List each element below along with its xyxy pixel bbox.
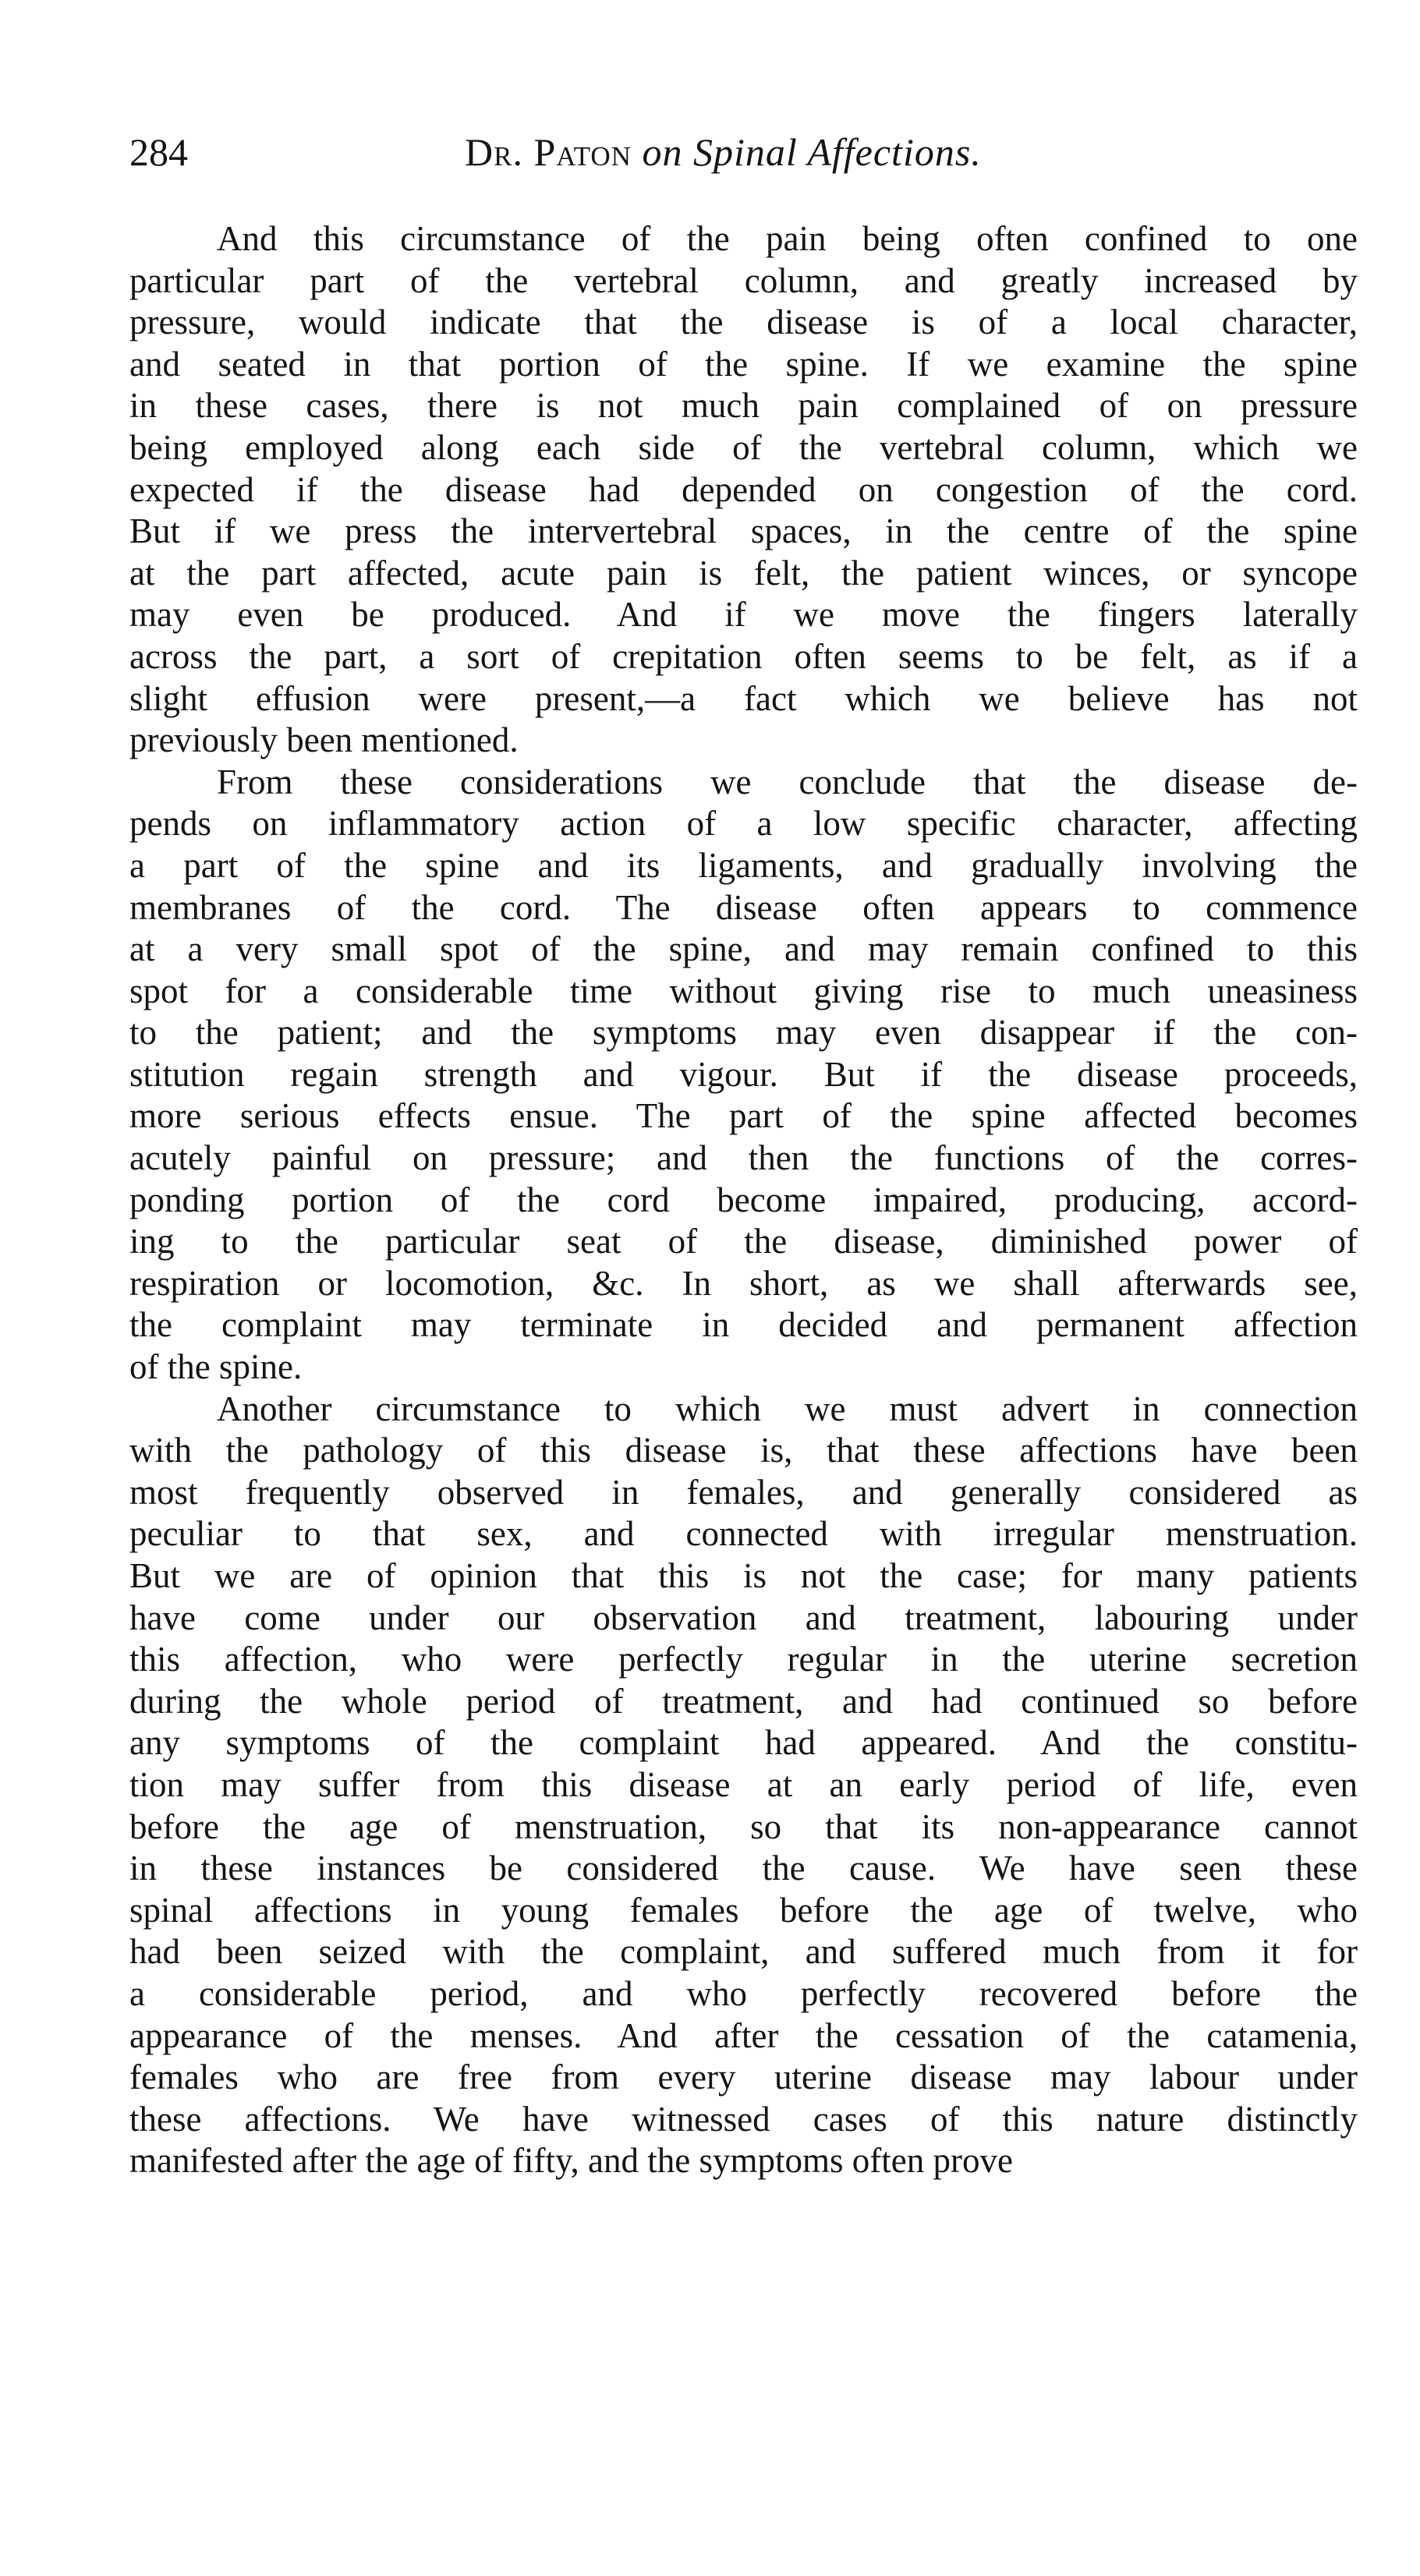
text-line: across the part, a sort of crepitation often seems to be felt, as if a <box>129 636 1358 676</box>
text-line: and seated in that portion of the spine. If we examine the spine <box>129 344 1358 384</box>
text-line: Another circumstance to which we must advert in connection <box>217 1389 1358 1428</box>
text-line: with the pathology of this disease is, that these affections have been <box>129 1431 1358 1470</box>
text-line: the complaint may terminate in decided and permanent affection <box>129 1305 1358 1345</box>
paragraph <box>129 762 1358 1389</box>
text-line: ponding portion of the cord become impaired, producing, accord- <box>129 1180 1358 1219</box>
text-line: at a very small spot of the spine, and may remain confined to this <box>129 929 1358 969</box>
text-line: females who are free from every uterine disease may labour under <box>129 2058 1358 2097</box>
text-line: pressure, would indicate that the disease is of a local character, <box>129 303 1358 342</box>
text-line: at the part affected, acute pain is felt, the patient winces, or syncope <box>129 553 1358 593</box>
text-line: have come under our observation and treatment, labouring under <box>129 1598 1358 1637</box>
text-line: tion may suffer from this disease at an early period of life, even <box>129 1764 1358 1804</box>
text-line: From these considerations we conclude that the disease de- <box>217 762 1358 801</box>
text-line: stitution regain strength and vigour. But if the disease proceeds, <box>129 1054 1358 1094</box>
paragraph <box>129 218 1358 762</box>
text-line: spinal affections in young females before the age of twelve, who <box>129 1890 1358 1930</box>
running-head-author: Dr. Paton <box>465 130 632 174</box>
text-line: But if we press the intervertebral spaces, in the centre of the spine <box>129 511 1358 551</box>
text-line: manifested after the age of fifty, and the symptoms often prove <box>129 2141 1013 2181</box>
running-head <box>465 129 982 175</box>
text-line: of the spine. <box>129 1347 303 1387</box>
running-head-connector: on <box>642 130 683 174</box>
text-line: in these instances be considered the cause. We have seen these <box>129 1849 1358 1888</box>
text-line: slight effusion were present,—a fact which we believe has not <box>129 678 1358 718</box>
text-line: respiration or locomotion, &c. In short, as we shall afterwards see, <box>129 1263 1358 1303</box>
text-line: most frequently observed in females, and generally considered as <box>129 1472 1358 1512</box>
running-head-subject: Spinal Affections. <box>692 130 982 174</box>
text-line: particular part of the vertebral column, and greatly increased by <box>129 260 1358 300</box>
text-line: a considerable period, and who perfectly recovered before the <box>129 1973 1358 2013</box>
body-text <box>129 218 1358 2182</box>
text-line: these affections. We have witnessed cases of this nature distinctly <box>129 2099 1358 2139</box>
text-line: had been seized with the complaint, and suffered much from it for <box>129 1932 1358 1972</box>
text-line: before the age of menstruation, so that its non-appearance cannot <box>129 1806 1358 1846</box>
text-line: to the patient; and the symptoms may even disappear if the con- <box>129 1013 1358 1053</box>
text-line: any symptoms of the complaint had appeared. And the constitu- <box>129 1723 1358 1763</box>
text-line: And this circumstance of the pain being often confined to one <box>217 219 1358 258</box>
text-line: But we are of opinion that this is not the case; for many patients <box>129 1556 1358 1595</box>
text-line: ing to the particular seat of the disease, diminished power of <box>129 1222 1358 1261</box>
text-line: peculiar to that sex, and connected with irregular menstruation. <box>129 1514 1358 1554</box>
text-line: in these cases, there is not much pain complained of on pressure <box>129 386 1358 426</box>
text-line: appearance of the menses. And after the cessation of the catamenia, <box>129 2015 1358 2055</box>
text-line: pends on inflammatory action of a low specific character, affecting <box>129 804 1358 844</box>
text-line: this affection, who were perfectly regular in the uterine secretion <box>129 1640 1358 1679</box>
text-line: being employed along each side of the vertebral column, which we <box>129 427 1358 467</box>
paragraph <box>129 1389 1358 2182</box>
text-line: membranes of the cord. The disease often appears to commence <box>129 887 1358 927</box>
text-line: may even be produced. And if we move the fingers laterally <box>129 595 1358 635</box>
page-header <box>129 129 1358 191</box>
page-number: 284 <box>129 130 188 174</box>
text-line: expected if the disease had depended on congestion of the cord. <box>129 469 1358 509</box>
text-line: more serious effects ensue. The part of the spine affected becomes <box>129 1096 1358 1136</box>
text-line: during the whole period of treatment, and had continued so before <box>129 1681 1358 1721</box>
text-line: spot for a considerable time without giving rise to much uneasiness <box>129 971 1358 1010</box>
text-line: acutely painful on pressure; and then the functions of the corres- <box>129 1138 1358 1178</box>
text-line: previously been mentioned. <box>129 720 519 760</box>
text-line: a part of the spine and its ligaments, and gradually involving the <box>129 845 1358 885</box>
